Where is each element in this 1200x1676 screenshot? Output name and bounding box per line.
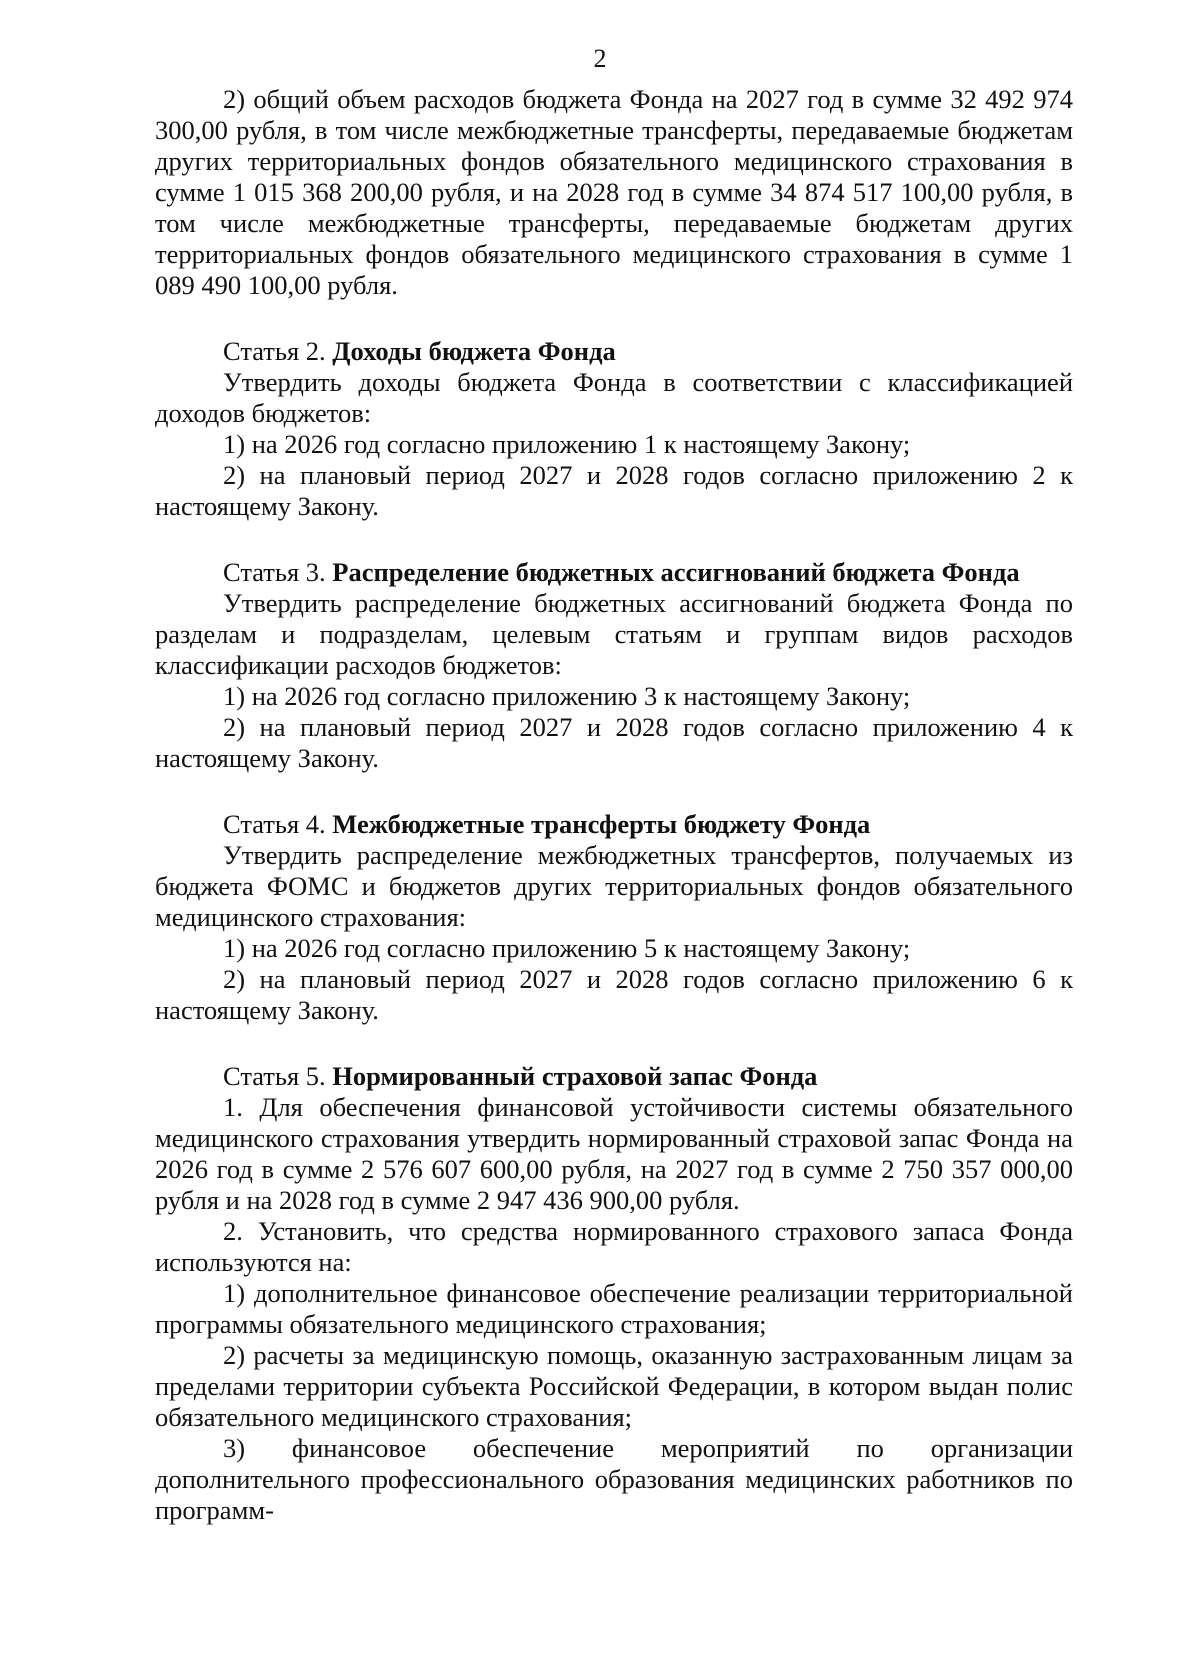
article-paragraph: 2. Установить, что средства нормированного страхового запаса Фонда используются на: bbox=[155, 1216, 1073, 1277]
article-paragraph: Утвердить распределение бюджетных ассигнований бюджета Фонда по разделам и подразделам, целевым статьям и группам видов расходов классификации расходов бюджетов: bbox=[155, 588, 1073, 680]
article-paragraph: Утвердить доходы бюджета Фонда в соответствии с классификацией доходов бюджетов: bbox=[155, 367, 1073, 428]
article-paragraph: 1) на 2026 год согласно приложению 5 к настоящему Закону; bbox=[223, 933, 911, 963]
article-paragraph: 2) расчеты за медицинскую помощь, оказанную застрахованным лицам за пределами территории субъекта Российской Федерации, в котором выдан полис обязательного медицинского страхования; bbox=[155, 1340, 1073, 1432]
article-paragraph: Утвердить распределение межбюджетных трансфертов, получаемых из бюджета ФОМС и бюджетов других территориальных фондов обязательного медицинского страхования: bbox=[155, 840, 1073, 932]
article-heading bbox=[155, 557, 1073, 588]
intro-section bbox=[155, 84, 1073, 301]
article-heading bbox=[155, 809, 1073, 840]
article-paragraph: 1) дополнительное финансовое обеспечение реализации территориальной программы обязательного медицинского страхования; bbox=[155, 1278, 1073, 1339]
article-paragraph: 1) на 2026 год согласно приложению 1 к настоящему Закону; bbox=[223, 429, 911, 459]
article-paragraph: 2) на плановый период 2027 и 2028 годов согласно приложению 4 к настоящему Закону. bbox=[155, 712, 1073, 773]
article-2 bbox=[155, 336, 1073, 522]
article-heading bbox=[155, 1061, 1073, 1092]
article-paragraph: 2) на плановый период 2027 и 2028 годов согласно приложению 6 к настоящему Закону. bbox=[155, 964, 1073, 1025]
article-3 bbox=[155, 557, 1073, 774]
article-paragraph: 1. Для обеспечения финансовой устойчивости системы обязательного медицинского страхования утвердить нормированный страховой запас Фонда на 2026 год в сумме 2 576 607 600,00 рубля, на 2027 год в сумме 2 750 357 000,00 рубля и на 2028 год в сумме 2 947 436 900,00 рубля. bbox=[155, 1092, 1073, 1215]
article-paragraph: 2) на плановый период 2027 и 2028 годов согласно приложению 2 к настоящему Закону. bbox=[155, 460, 1073, 521]
page-number: 2 bbox=[593, 44, 607, 73]
article-title: Нормированный страховой запас Фонда bbox=[332, 1061, 818, 1091]
article-label: Статья 3. bbox=[223, 557, 326, 587]
article-title: Доходы бюджета Фонда bbox=[332, 336, 616, 366]
article-paragraph: 3) финансовое обеспечение мероприятий по организации дополнительного профессионального образования медицинских работников по программ- bbox=[155, 1433, 1073, 1525]
intro-item: 2) общий объем расходов бюджета Фонда на 2027 год в сумме 32 492 974 300,00 рубля, в том числе межбюджетные трансферты, передаваемые бюджетам других территориальных фондов обязательного медицинского страхования в сумме 1 015 368 200,00 рубля, и на 2028 год в сумме 34 874 517 100,00 рубля, в том числе межбюджетные трансферты, передаваемые бюджетам других территориальных фондов обязательного медицинского страхования в сумме 1 089 490 100,00 рубля. bbox=[155, 84, 1073, 300]
article-paragraph: 1) на 2026 год согласно приложению 3 к настоящему Закону; bbox=[223, 681, 911, 711]
article-4 bbox=[155, 809, 1073, 1026]
article-label: Статья 5. bbox=[223, 1061, 326, 1091]
article-5 bbox=[155, 1061, 1073, 1526]
article-title: Распределение бюджетных ассигнований бюджета Фонда bbox=[332, 557, 1020, 587]
article-title: Межбюджетные трансферты бюджету Фонда bbox=[332, 809, 871, 839]
article-label: Статья 2. bbox=[223, 336, 326, 366]
article-label: Статья 4. bbox=[223, 809, 326, 839]
document-body bbox=[155, 84, 1073, 1526]
article-heading bbox=[155, 336, 1073, 367]
